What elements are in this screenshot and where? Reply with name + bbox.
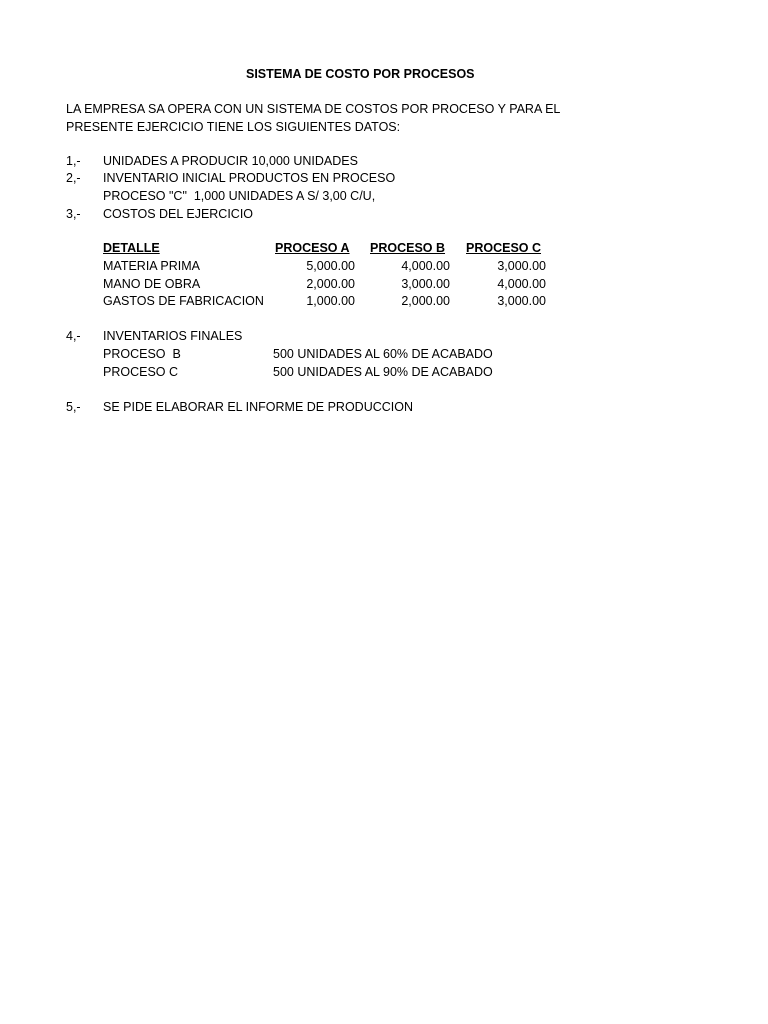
cell-proceso-a: 2,000.00: [306, 277, 355, 291]
inventory-value: 500 UNIDADES AL 90% DE ACABADO: [273, 365, 493, 379]
intro-line-2: PRESENTE EJERCICIO TIENE LOS SIGUIENTES DATOS:: [66, 120, 401, 134]
inventory-label: PROCESO C: [103, 365, 179, 379]
row-label: GASTOS DE FABRICACION: [103, 294, 264, 308]
inventory-value: 500 UNIDADES AL 60% DE ACABADO: [273, 347, 493, 361]
row-label: MANO DE OBRA: [103, 277, 201, 291]
item-number-3: 3,-: [66, 207, 81, 221]
item-number-1: 1,-: [66, 154, 81, 168]
page-title: SISTEMA DE COSTO POR PROCESOS: [246, 67, 475, 81]
header-detalle: DETALLE: [103, 241, 160, 255]
header-proceso-b: PROCESO B: [370, 241, 446, 255]
inventory-label: PROCESO B: [103, 347, 181, 361]
item-text-2-continued: PROCESO "C" 1,000 UNIDADES A S/ 3,00 C/U,: [103, 189, 376, 203]
item-number-5: 5,-: [66, 400, 81, 414]
header-proceso-a: PROCESO A: [275, 241, 350, 255]
cell-proceso-b: 2,000.00: [401, 294, 450, 308]
header-proceso-c: PROCESO C: [466, 241, 542, 255]
cell-proceso-b: 3,000.00: [401, 277, 450, 291]
intro-line-1: LA EMPRESA SA OPERA CON UN SISTEMA DE COSTOS POR PROCESO Y PARA EL: [66, 102, 561, 116]
row-label: MATERIA PRIMA: [103, 259, 201, 273]
item-text-5: SE PIDE ELABORAR EL INFORME DE PRODUCCION: [103, 400, 414, 414]
cell-proceso-b: 4,000.00: [401, 259, 450, 273]
cell-proceso-a: 5,000.00: [306, 259, 355, 273]
item-text-1: UNIDADES A PRODUCIR 10,000 UNIDADES: [103, 154, 358, 168]
cell-proceso-c: 4,000.00: [497, 277, 546, 291]
item-text-4: INVENTARIOS FINALES: [103, 329, 243, 343]
item-text-3: COSTOS DEL EJERCICIO: [103, 207, 254, 221]
item-text-2: INVENTARIO INICIAL PRODUCTOS EN PROCESO: [103, 171, 396, 185]
item-number-2: 2,-: [66, 171, 81, 185]
cell-proceso-c: 3,000.00: [497, 259, 546, 273]
cell-proceso-c: 3,000.00: [497, 294, 546, 308]
cell-proceso-a: 1,000.00: [306, 294, 355, 308]
item-number-4: 4,-: [66, 329, 81, 343]
